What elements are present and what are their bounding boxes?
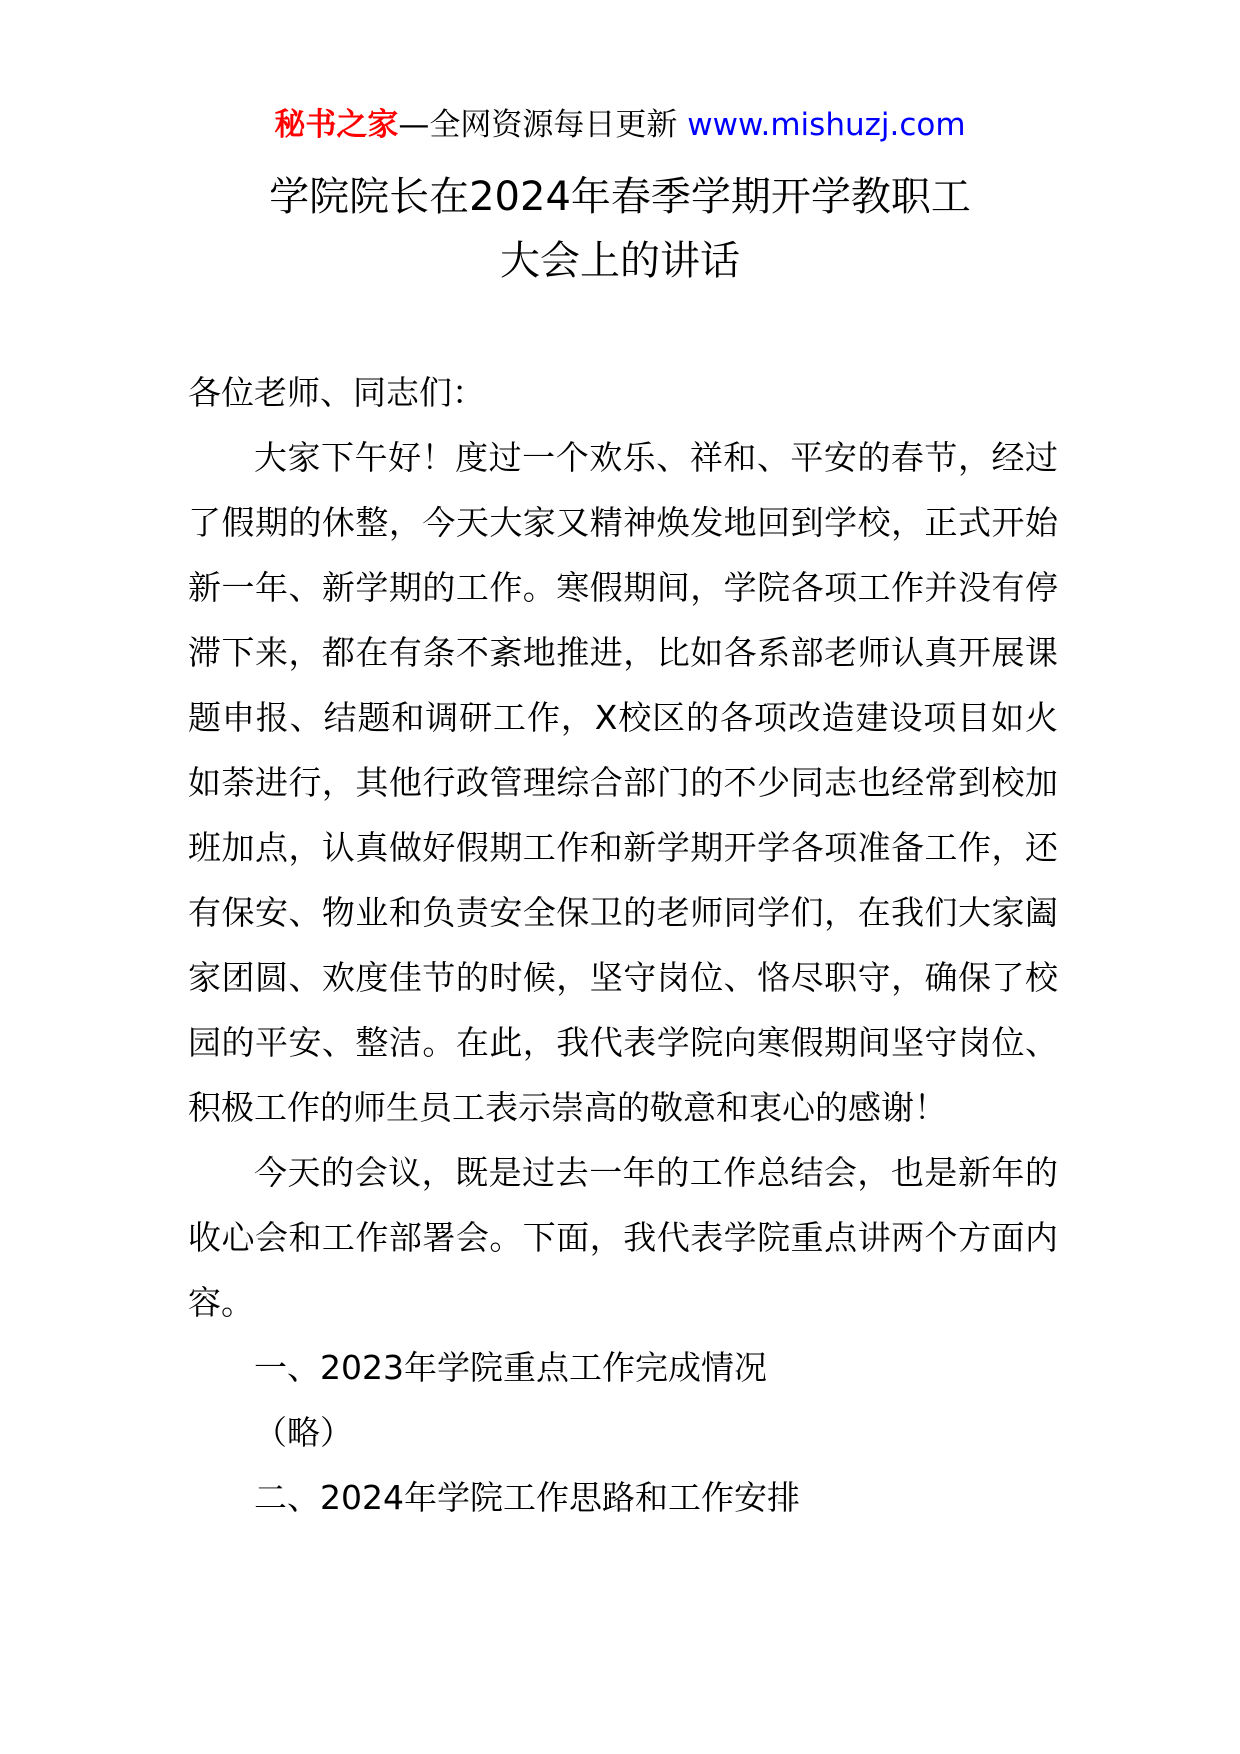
site-header xyxy=(0,104,1240,146)
title-line-2: 大会上的讲话 xyxy=(500,238,740,284)
brand-name: 秘书之家 xyxy=(274,107,399,143)
paragraph-1: 大家下午好！度过一个欢乐、祥和、平安的春节，经过了假期的休整，今天大家又精神焕发地回到学校，正式开始新一年、新学期的工作。寒假期间，学院各项工作并没有停滞下来，都在有条不紊地推进，比如各系部老师认真开展课题申报、结题和调研工作，X校区的各项改造建设项目如火如荼进行，其他行政管理综合部门的不少同志也经常到校加班加点，认真做好假期工作和新学期开学各项准备工作，还有保安、物业和负责安全保卫的老师同学们，在我们大家阖家团圆、欢度佳节的时候，坚守岗位、恪尽职守，确保了校园的平安、整洁。在此，我代表学院向寒假期间坚守岗位、积极工作的师生员工表示崇高的敬意和衷心的感谢！ xyxy=(188,438,1058,1127)
section-1-body: （略） xyxy=(254,1413,353,1452)
title-line-1: 学院院长在2024年春季学期开学教职工 xyxy=(269,174,971,220)
site-url[interactable]: www.mishuzj.com xyxy=(687,107,966,143)
document-title xyxy=(0,165,1240,293)
document-body xyxy=(188,360,1058,1530)
header-slogan: —全网资源每日更新 xyxy=(398,107,688,143)
section-2-heading: 二、2024年学院工作思路和工作安排 xyxy=(254,1478,800,1517)
salutation: 各位老师、同志们： xyxy=(188,373,485,412)
paragraph-2: 今天的会议，既是过去一年的工作总结会，也是新年的收心会和工作部署会。下面，我代表学院重点讲两个方面内容。 xyxy=(188,1153,1058,1322)
section-1-heading: 一、2023年学院重点工作完成情况 xyxy=(254,1348,767,1387)
